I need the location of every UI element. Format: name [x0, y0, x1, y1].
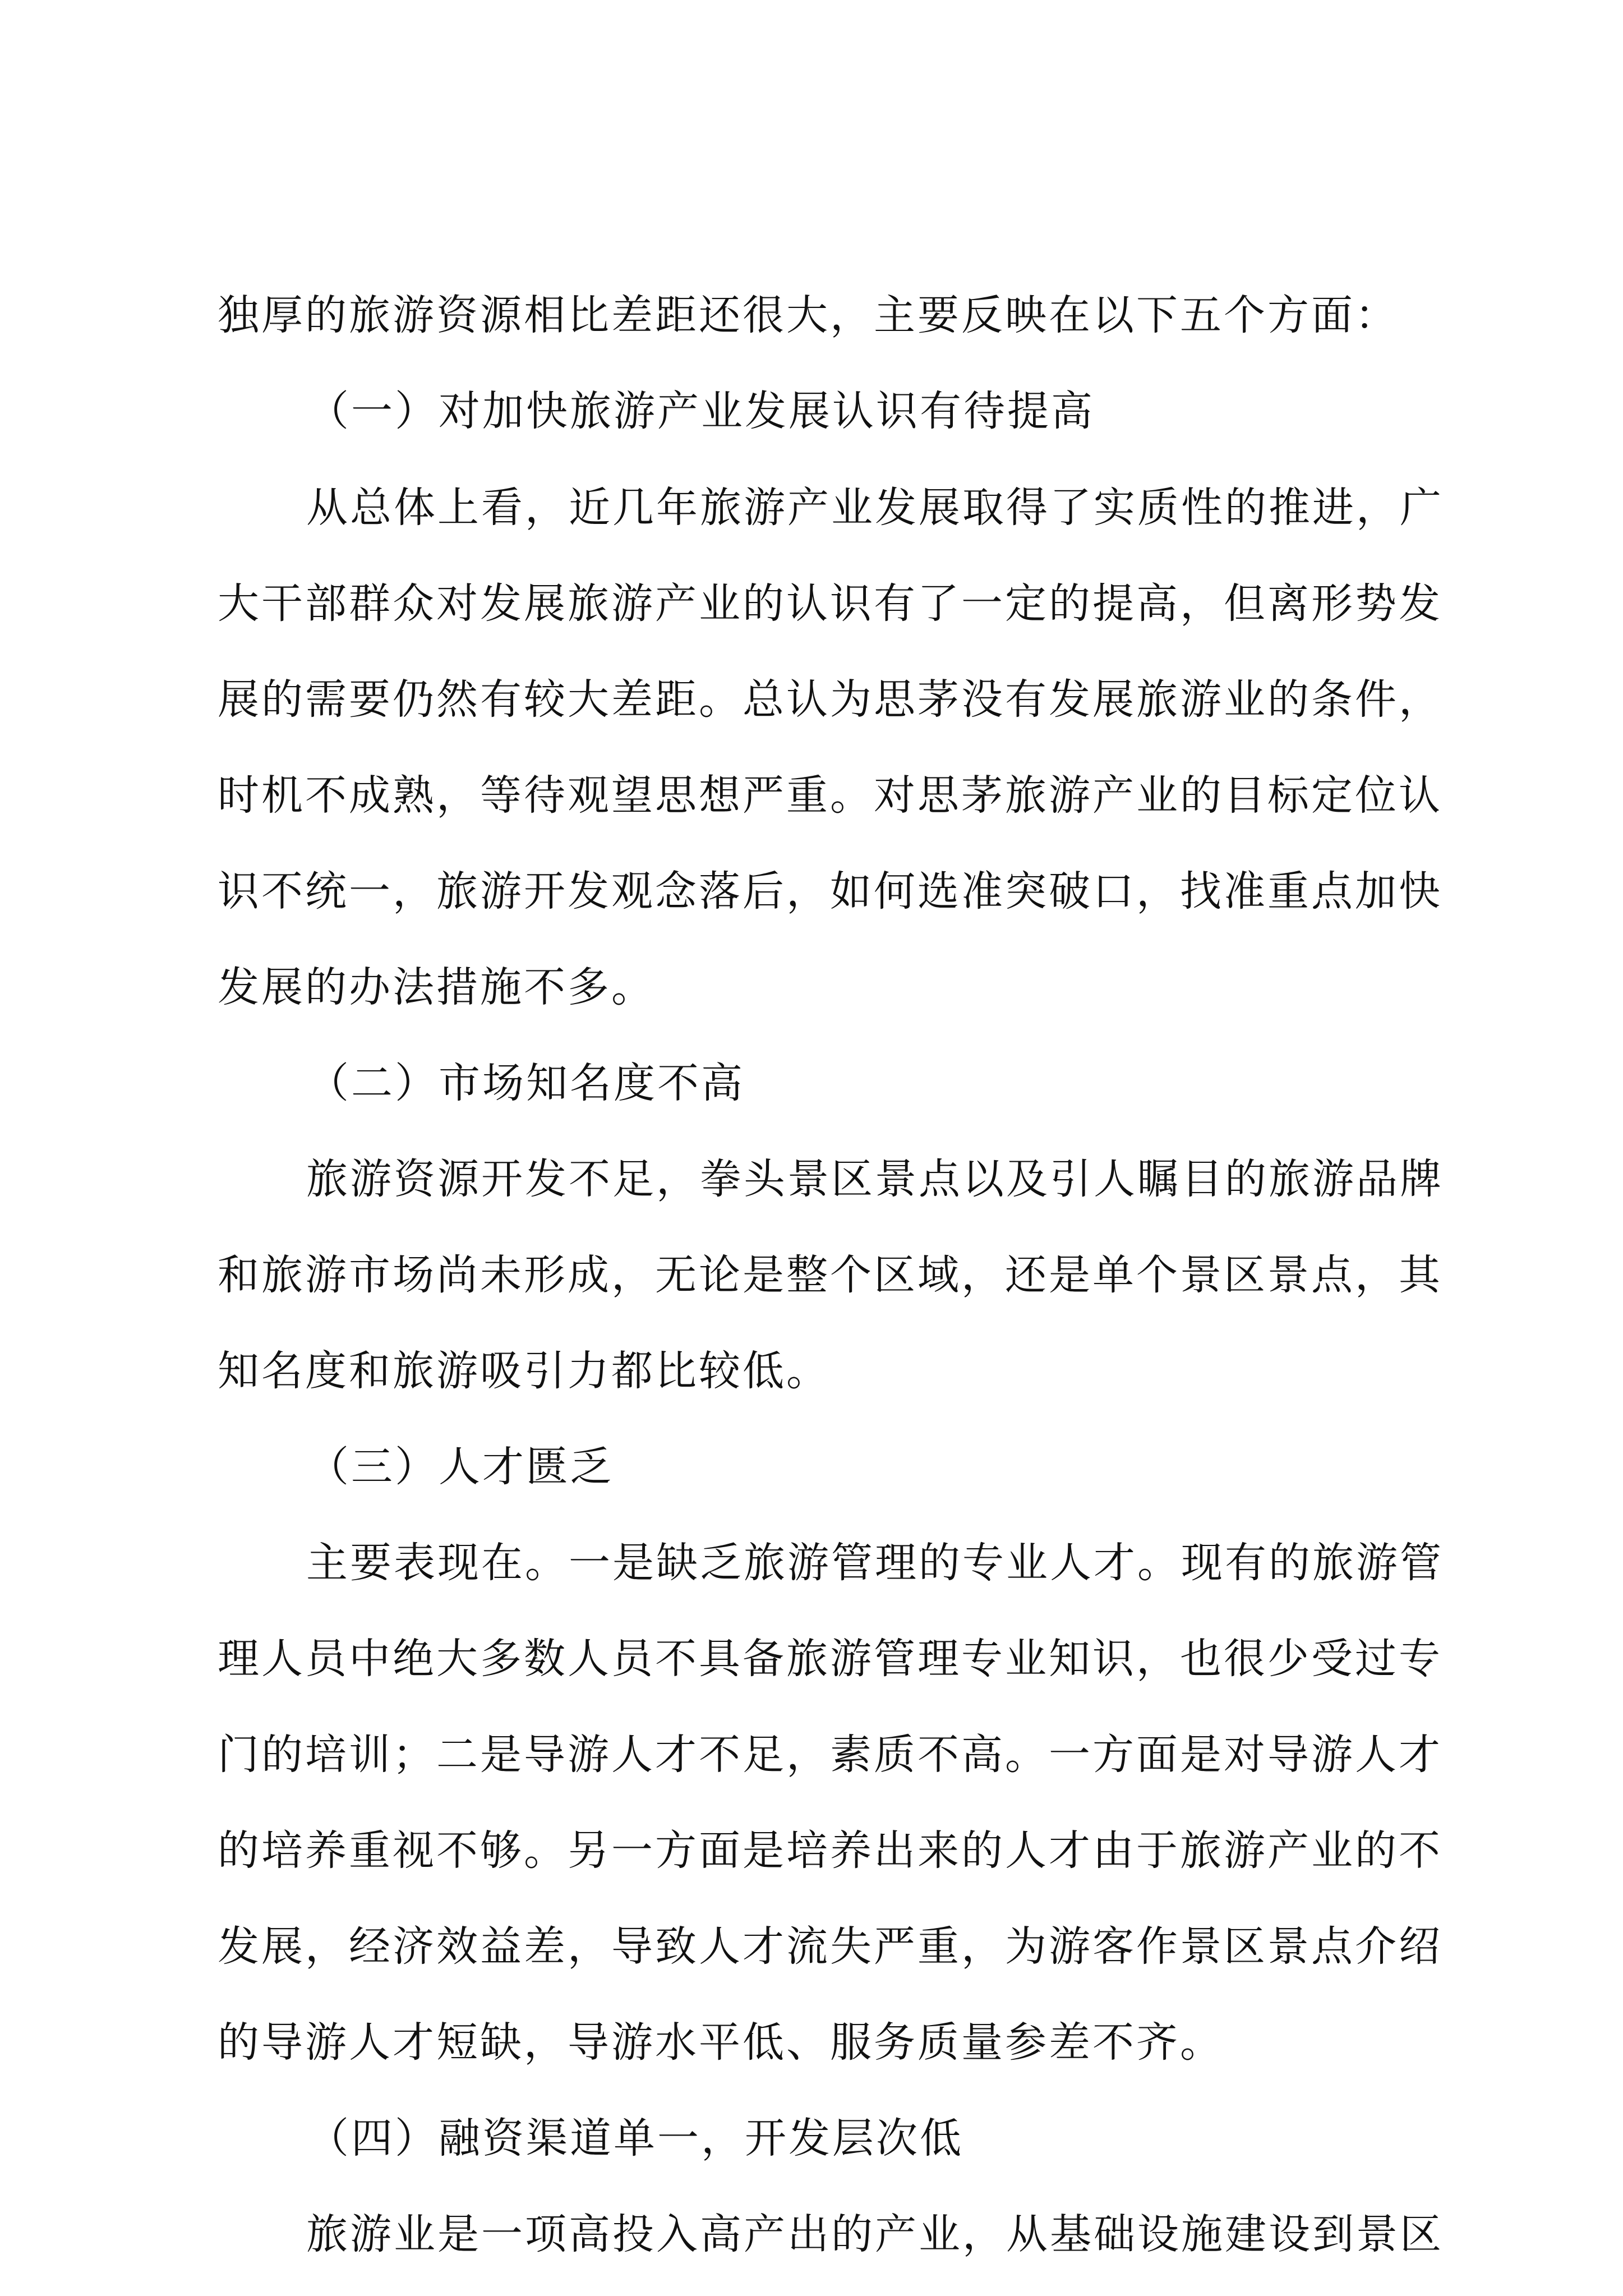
- body-text-line: 展的需要仍然有较大差距。总认为思茅没有发展旅游业的条件，: [218, 675, 1442, 724]
- section-heading-3: （三）人才匮乏: [307, 1443, 614, 1491]
- body-text-line: 识不统一，旅游开发观念落后，如何选准突破口，找准重点加快: [218, 867, 1442, 915]
- body-text-line: 独厚的旅游资源相比差距还很大，主要反映在以下五个方面：: [218, 291, 1399, 339]
- body-text-line: 的培养重视不够。另一方面是培养出来的人才由于旅游产业的不: [218, 1826, 1442, 1875]
- body-text-line: 理人员中绝大多数人员不具备旅游管理专业知识，也很少受过专: [218, 1635, 1442, 1683]
- body-text-line: 知名度和旅游吸引力都比较低。: [218, 1347, 830, 1395]
- body-text-line: 大干部群众对发展旅游产业的认识有了一定的提高，但离形势发: [218, 579, 1442, 628]
- body-text-line: 门的培训；二是导游人才不足，素质不高。一方面是对导游人才: [218, 1731, 1442, 1779]
- body-text-line: 和旅游市场尚未形成，无论是整个区域，还是单个景区景点，其: [218, 1251, 1442, 1299]
- body-text-line: 旅游资源开发不足，拳头景区景点以及引人瞩目的旅游品牌: [306, 1155, 1444, 1203]
- section-heading-1: （一）对加快旅游产业发展认识有待提高: [307, 387, 1095, 435]
- body-text-line: 的导游人才短缺，导游水平低、服务质量参差不齐。: [218, 2018, 1224, 2067]
- section-heading-4: （四）融资渠道单一，开发层次低: [307, 2114, 963, 2162]
- body-text-line: 主要表现在。一是缺乏旅游管理的专业人才。现有的旅游管: [306, 1539, 1444, 1587]
- body-text-line: 时机不成熟，等待观望思想严重。对思茅旅游产业的目标定位认: [218, 771, 1442, 820]
- section-heading-2: （二）市场知名度不高: [307, 1059, 745, 1107]
- body-text-line: 从总体上看，近几年旅游产业发展取得了实质性的推进，广: [306, 484, 1444, 532]
- body-text-line: 发展，经济效益差，导致人才流失严重，为游客作景区景点介绍: [218, 1922, 1442, 1971]
- body-text-line: 发展的办法措施不多。: [218, 963, 655, 1011]
- body-text-line: 旅游业是一项高投入高产出的产业，从基础设施建设到景区: [306, 2210, 1444, 2258]
